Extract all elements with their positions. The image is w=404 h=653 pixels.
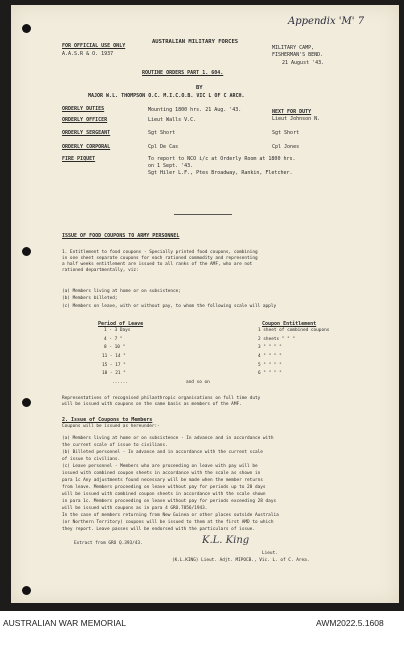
section-title: ISSUE OF FOOD COUPONS TO ARMY PERSONNEL — [62, 233, 180, 239]
duty-current: Cpl De Cas — [148, 144, 179, 150]
paragraph-line: will be issued with combined coupon sheets in accordance with the scale shown — [62, 492, 266, 497]
scale-period: 8 - 10 " — [104, 345, 126, 350]
by-label: BY — [196, 85, 203, 91]
signature-rank: Lieut. — [262, 551, 278, 556]
duty-next: Cpl Jones — [272, 144, 300, 150]
next-for-duty-label: NEXT FOR DUTY — [272, 109, 312, 115]
paragraph-line: rationed departmentally, viz: — [62, 268, 139, 273]
scale-coupons: 1 sheet of combined coupons — [258, 328, 330, 333]
archive-name: AUSTRALIAN WAR MEMORIAL — [3, 618, 126, 628]
punch-hole — [22, 24, 31, 33]
fire-piquet-text: on 1 Sept. '43. — [148, 163, 194, 169]
scale-period: ...... — [112, 380, 128, 385]
divider — [174, 214, 232, 215]
duty-next: Sgt Short — [272, 130, 300, 136]
paragraph-line: (c) Leave personnel - Members who are proceeding on leave with pay will be — [62, 464, 258, 469]
duty-role: ORDERLY SERGEANT — [62, 130, 111, 136]
duty-role: ORDERLY DUTIES — [62, 106, 105, 112]
duty-role: FIRE PIQUET — [62, 156, 96, 162]
scale-coupons: 3 " " " " — [258, 345, 282, 350]
duty-current: Lieut Walls V.C. — [148, 117, 197, 123]
paragraph-line: the current scale of issue to civilians. — [62, 443, 168, 448]
scale-col-head: Period of Leave — [98, 321, 144, 327]
commanding-officer: MAJOR W.L. THOMPSON O.C. M.I.C.O.B. VIC L OF C ARCH. — [88, 93, 245, 99]
archive-reference: AWM2022.5.1608 — [316, 618, 384, 628]
document-title: AUSTRALIAN MILITARY FORCES — [152, 39, 239, 45]
scale-period: 4 - 7 " — [104, 337, 123, 342]
duty-role: ORDERLY CORPORAL — [62, 144, 111, 150]
location-line-2: FISHERMAN'S BEND. — [272, 52, 324, 58]
paragraph-line: (a) Members living at home or on subsistence - In advance and in accordance with — [62, 436, 274, 441]
punch-hole — [22, 398, 31, 407]
paragraph-line: (or Northern Territory) coupons will be issued to them at the first AMD to which — [62, 520, 274, 525]
official-use-label: FOR OFFICIAL USE ONLY — [62, 43, 126, 49]
duty-role: ORDERLY OFFICER — [62, 117, 108, 123]
paragraph-line: in one sheet separate coupons for each rationed commodity and representing — [62, 256, 258, 261]
paragraph-line: a half weeks entitlement are issued to all ranks of the AMF, who are not — [62, 262, 253, 267]
orders-title: ROUTINE ORDERS PART 1. 604. — [142, 70, 224, 76]
scale-coupons: 5 " " " " — [258, 363, 282, 368]
paragraph-line: will be issued with coupons as in para 4 GRO.7856/1943. — [62, 506, 208, 511]
paragraph-line: 1. Entitlement to food coupons - Specially printed food coupons, combining — [62, 250, 258, 255]
paragraph-line: of issue to civilians. — [62, 457, 121, 462]
paragraph-heading: 2. Issue of Coupons to Members — [62, 417, 153, 423]
scale-col-head: Coupon Entitlement — [262, 321, 317, 327]
paragraph-line: (b) Billeted personnel - In advance and in accordance with the current scale — [62, 450, 263, 455]
fire-piquet-text: Sgt Hiler L.F., Ptes Broadway, Rankin, Fletcher. — [148, 170, 293, 176]
handwritten-annotation: Appendix 'M' 7 — [288, 16, 365, 27]
duty-next: Lieut Johnson N. — [272, 116, 321, 122]
signature-block: (K.L.KING) Lieut. Adjt. MIPOCB., Vic. L. of C. Area. — [172, 558, 310, 563]
paragraph-line: they report. Leave passes will be endorsed with the particulars of issue. — [62, 527, 255, 532]
document-date: 21 August '43. — [282, 60, 325, 66]
scale-period: 18 - 21 " — [102, 371, 126, 376]
mounting-time: Mounting 1800 hrs. 21 Aug. '43. — [148, 107, 242, 113]
list-item: (c) Members on leave, with or without pay, to whom the following scale will apply — [62, 304, 277, 309]
scale-coupons: and so on — [186, 380, 210, 385]
paragraph-line: issued with combined coupon sheets in accordance with the scale as shown in — [62, 471, 261, 476]
extract-reference: Extract from GRO Q.393/43. — [74, 541, 143, 546]
paragraph-line: will be issued with coupons on the same basis as members of the AMF. — [62, 402, 242, 407]
regulation-ref: A.A.S.R & O. 1937 — [62, 51, 114, 57]
scale-period: 11 - 14 " — [102, 354, 126, 359]
scale-coupons: 2 sheets " " " — [258, 337, 296, 342]
location-line-1: MILITARY CAMP, — [272, 45, 315, 51]
punch-hole — [22, 247, 31, 256]
scale-coupons: 4 " " " " — [258, 354, 282, 359]
fire-piquet-text: To report to NCO i/c at Orderly Room at 1800 hrs. — [148, 156, 296, 162]
paragraph-line: Coupons will be issued as hereunder:- — [62, 424, 160, 429]
list-item: (b) Members billeted; — [62, 296, 118, 301]
paragraph-line: Representatives of recognised philanthropic organisations on full time duty — [62, 396, 261, 401]
handwritten-signature: K.L. King — [202, 535, 250, 546]
scale-period: 15 - 17 " — [102, 363, 126, 368]
paragraph-line: from leave. Members proceeding on leave without pay for periods up to 28 days — [62, 485, 266, 490]
paragraph-line: in para 1c. Members proceeding on leave without pay for periods exceeding 28 days — [62, 499, 277, 504]
duty-current: Sgt Short — [148, 130, 176, 136]
paragraph-line: In the case of members returning from New Guinea or other places outside Australia — [62, 513, 279, 518]
list-item: (a) Members living at home or on subsistence; — [62, 289, 181, 294]
scale-period: 1 - 3 Days — [104, 328, 131, 333]
paragraph-line: para 1c Any adjustments found necessary will be made when the member returns — [62, 478, 263, 483]
scale-coupons: 6 " " " " — [258, 371, 282, 376]
punch-hole — [22, 586, 31, 595]
